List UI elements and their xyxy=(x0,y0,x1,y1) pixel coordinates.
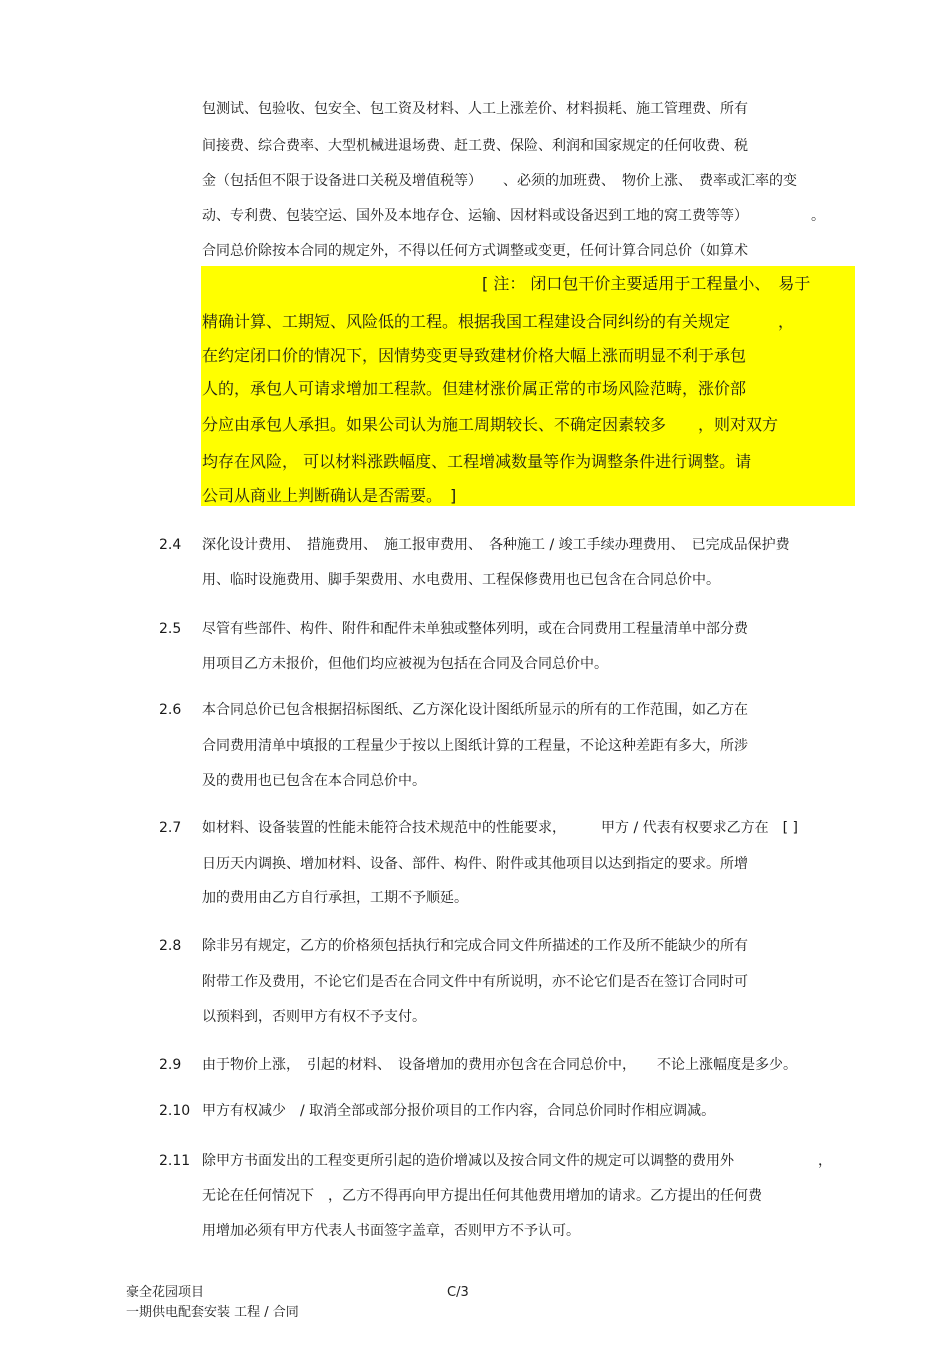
clause-line: 以预料到，否则甲方有权不予支付。 xyxy=(202,1009,426,1025)
intro-line: 间接费、综合费率、大型机械进退场费、赶工费、保险、利润和国家规定的任何收费、税 xyxy=(202,138,748,154)
clause-line: 加的费用由乙方自行承担，工期不予顺延。 xyxy=(202,890,468,906)
clause-line: 由于物价上涨， 引起的材料、 设备增加的费用亦包含在合同总价中， 不论上涨幅度是多少。 xyxy=(202,1057,797,1073)
note-line: 分应由承包人承担。如果公司认为施工周期较长、不确定因素较多 ，则对双方 xyxy=(202,415,779,434)
clause-line: 及的费用也已包含在本合同总价中。 xyxy=(202,773,426,789)
clause-line: 除非另有规定，乙方的价格须包括执行和完成合同文件所描述的工作及所不能缺少的所有 xyxy=(202,938,748,954)
footer-page-number: C/3 xyxy=(447,1285,469,1300)
clause-line: 附带工作及费用，不论它们是否在合同文件中有所说明，亦不论它们是否在签订合同时可 xyxy=(202,974,748,990)
clause-number: 2.11 xyxy=(159,1153,191,1169)
intro-line: 包测试、包验收、包安全、包工资及材料、人工上涨差价、材料损耗、施工管理费、所有 xyxy=(202,101,748,117)
note-line: 人的，承包人可请求增加工程款。但建材涨价属正常的市场风险范畴，涨价部 xyxy=(202,379,747,398)
note-line: 公司从商业上判断确认是否需要。 ] xyxy=(202,486,457,505)
clause-line: 合同费用清单中填报的工程量少于按以上图纸计算的工程量，不论这种差距有多大，所涉 xyxy=(202,738,748,754)
clause-line: 甲方有权减少 / 取消全部或部分报价项目的工作内容，合同总价同时作相应调减。 xyxy=(202,1103,716,1119)
clause-line: 用、临时设施费用、脚手架费用、水电费用、工程保修费用也已包含在合同总价中。 xyxy=(202,572,720,588)
note-line: 在约定闭口价的情况下，因情势变更导致建材价格大幅上涨而明显不利于承包 xyxy=(202,346,747,365)
intro-line: 合同总价除按本合同的规定外，不得以任何方式调整或变更，任何计算合同总价（如算术 xyxy=(202,243,748,259)
clause-line: 尽管有些部件、构件、附件和配件未单独或整体列明，或在合同费用工程量清单中部分费 xyxy=(202,621,748,637)
clause-number: 2.4 xyxy=(159,537,182,553)
clause-line: 用项目乙方未报价，但他们均应被视为包括在合同及合同总价中。 xyxy=(202,656,608,672)
footer-project: 豪全花园项目 xyxy=(126,1285,205,1300)
intro-line: 动、专利费、包装空运、国外及本地存仓、运输、因材料或设备迟到工地的窝工费等等） 。 xyxy=(202,208,825,224)
clause-line: 除甲方书面发出的工程变更所引起的造价增减以及按合同文件的规定可以调整的费用外 ， xyxy=(202,1153,832,1169)
clause-number: 2.7 xyxy=(159,820,182,836)
clause-line: 用增加必须有甲方代表人书面签字盖章，否则甲方不予认可。 xyxy=(202,1223,580,1239)
note-line: [ 注： 闭口包干价主要适用于工程量小、 易于 xyxy=(482,274,811,293)
footer-subtitle: 一期供电配套安装 工程 / 合同 xyxy=(126,1305,299,1320)
clause-line: 如材料、设备装置的性能未能符合技术规范中的性能要求， 甲方 / 代表有权要求乙方在 [ ] xyxy=(202,820,798,836)
note-line: 均存在风险， 可以材料涨跌幅度、工程增减数量等作为调整条件进行调整。请 xyxy=(202,452,752,471)
clause-number: 2.9 xyxy=(159,1057,182,1073)
clause-number: 2.8 xyxy=(159,938,182,954)
clause-line: 深化设计费用、 措施费用、 施工报审费用、 各种施工 / 竣工手续办理费用、 已完成品保护费 xyxy=(202,537,790,553)
clause-line: 本合同总价已包含根据招标图纸、乙方深化设计图纸所显示的所有的工作范围，如乙方在 xyxy=(202,702,748,718)
clause-number: 2.6 xyxy=(159,702,182,718)
note-line: 精确计算、工期短、风险低的工程。根据我国工程建设合同纠纷的有关规定 ， xyxy=(202,312,795,331)
clause-number: 2.10 xyxy=(159,1103,191,1119)
intro-line: 金（包括但不限于设备进口关税及增值税等） 、必须的加班费、 物价上涨、 费率或汇率的变 xyxy=(202,173,797,189)
clause-line: 日历天内调换、增加材料、设备、部件、构件、附件或其他项目以达到指定的要求。所增 xyxy=(202,856,748,872)
clause-line: 无论在任何情况下 ，乙方不得再向甲方提出任何其他费用增加的请求。乙方提出的任何费 xyxy=(202,1188,762,1204)
clause-number: 2.5 xyxy=(159,621,182,637)
